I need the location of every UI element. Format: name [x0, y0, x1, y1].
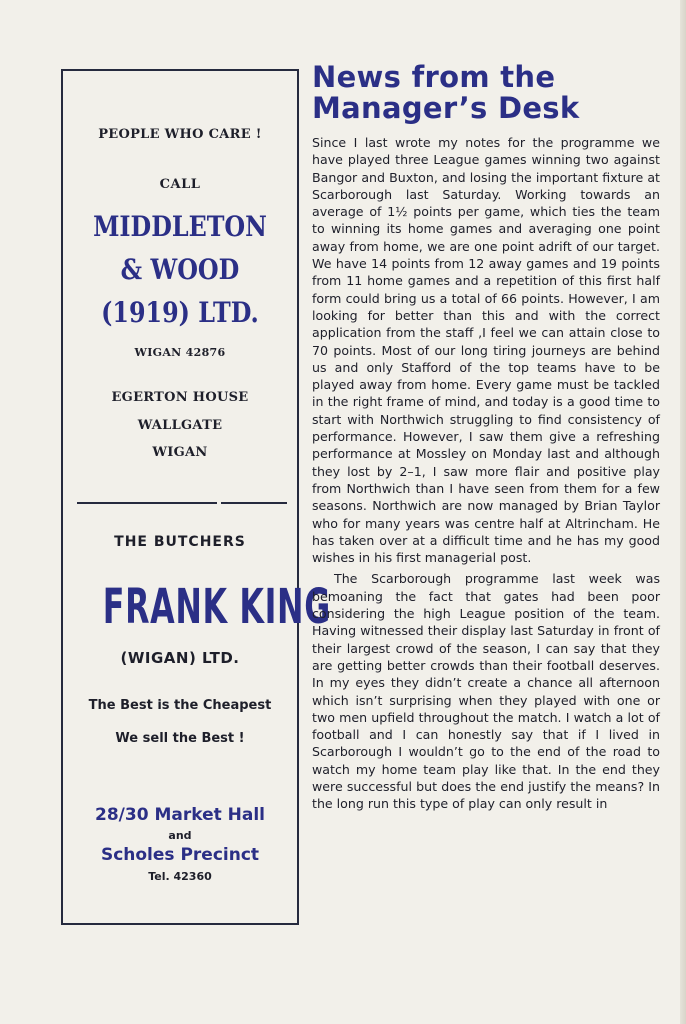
ad-company-line1: MIDDLETON — [93, 210, 267, 243]
article-paragraph-1: Since I last wrote my notes for the programme we have played three League games winning two against Bangor and Buxton, and losing the important fixture at Scarborough last Saturday. Working towards an average of 1½ points per game, which ties the team to winning its home games and averaging one point away from home, we are one point adrift of our target. We have 14 points from 12 away games and 19 points from 11 home games and a repetition of this first half form could bring us a total of 66 points. However, I am looking for better than this and with the correct application from the staff ,I feel we can attain close to 70 points. Most of our long tiring journeys are behind us and only Stafford of the top teams have to be played away from home. Every game must be tackled in the right frame of mind, and today is a good time to start with Northwich struggling to find consistency of performance. However, I saw them give a refreshing performance at Mossley on Monday last and although they lost by 2–1, I saw more flair and positive play from Northwich than I have seen from them for a few seasons. Northwich are now managed by Brian Taylor who for many years was centre half at Altrincham. He has taken over at a difficult time and he has my good wishes in his first managerial post. — [312, 135, 660, 566]
butcher-and: and — [168, 829, 192, 842]
ad-company-line3: (1919) LTD. — [101, 296, 259, 329]
ad-company-name — [81, 205, 280, 334]
headline-line2: Manager’s Desk — [312, 91, 580, 125]
ad-tagline: PEOPLE WHO CARE ! — [98, 127, 262, 142]
ad-call-text: CALL — [159, 177, 201, 192]
ad-company-line2: & WOOD — [120, 253, 240, 286]
ad-divider — [77, 502, 287, 504]
ad-address-line1: EGERTON HOUSE — [111, 390, 249, 405]
headline-line1: News from the — [312, 60, 556, 94]
article-headline — [312, 62, 660, 124]
article-paragraph-2: The Scarborough programme last week was bemoaning the fact that gates had been poor considering the high League position of the team. Having witnessed their display last Saturday in front of their largest crowd of the season, I can say that they are getting better crowds than their football deserves. In my eyes they didn’t create a chance all afternoon which isn’t surprising when they played with one or two men upfield throughout the match. I watch a lot of football and I can honestly say that if I lived in Scarborough I wouldn’t go to the end of the road to watch my home team play like that. In the end they were successful but does the end justify the means? In the long run this type of play can only result in — [312, 571, 660, 812]
butcher-name: FRANK KING — [102, 579, 331, 635]
butcher-address-2: Scholes Precinct — [100, 845, 260, 865]
ad-address — [63, 384, 297, 467]
butcher-subtitle: (WIGAN) LTD. — [120, 649, 240, 667]
ad-phone: WIGAN 42876 — [134, 346, 226, 359]
butcher-telephone: Tel. 42360 — [148, 870, 212, 883]
article-body — [312, 134, 660, 813]
article — [312, 62, 660, 813]
ad-address-line2: WALLGATE — [137, 417, 223, 433]
advertisement-panel — [61, 69, 331, 925]
butcher-trade: THE BUTCHERS — [114, 534, 246, 550]
butcher-address-1: 28/30 Market Hall — [95, 805, 265, 825]
butcher-slogan-2: We sell the Best ! — [115, 731, 245, 746]
page-edge — [680, 0, 686, 1024]
ad-address-line3: WIGAN — [152, 445, 208, 460]
butcher-slogan-1: The Best is the Cheapest — [88, 698, 272, 713]
